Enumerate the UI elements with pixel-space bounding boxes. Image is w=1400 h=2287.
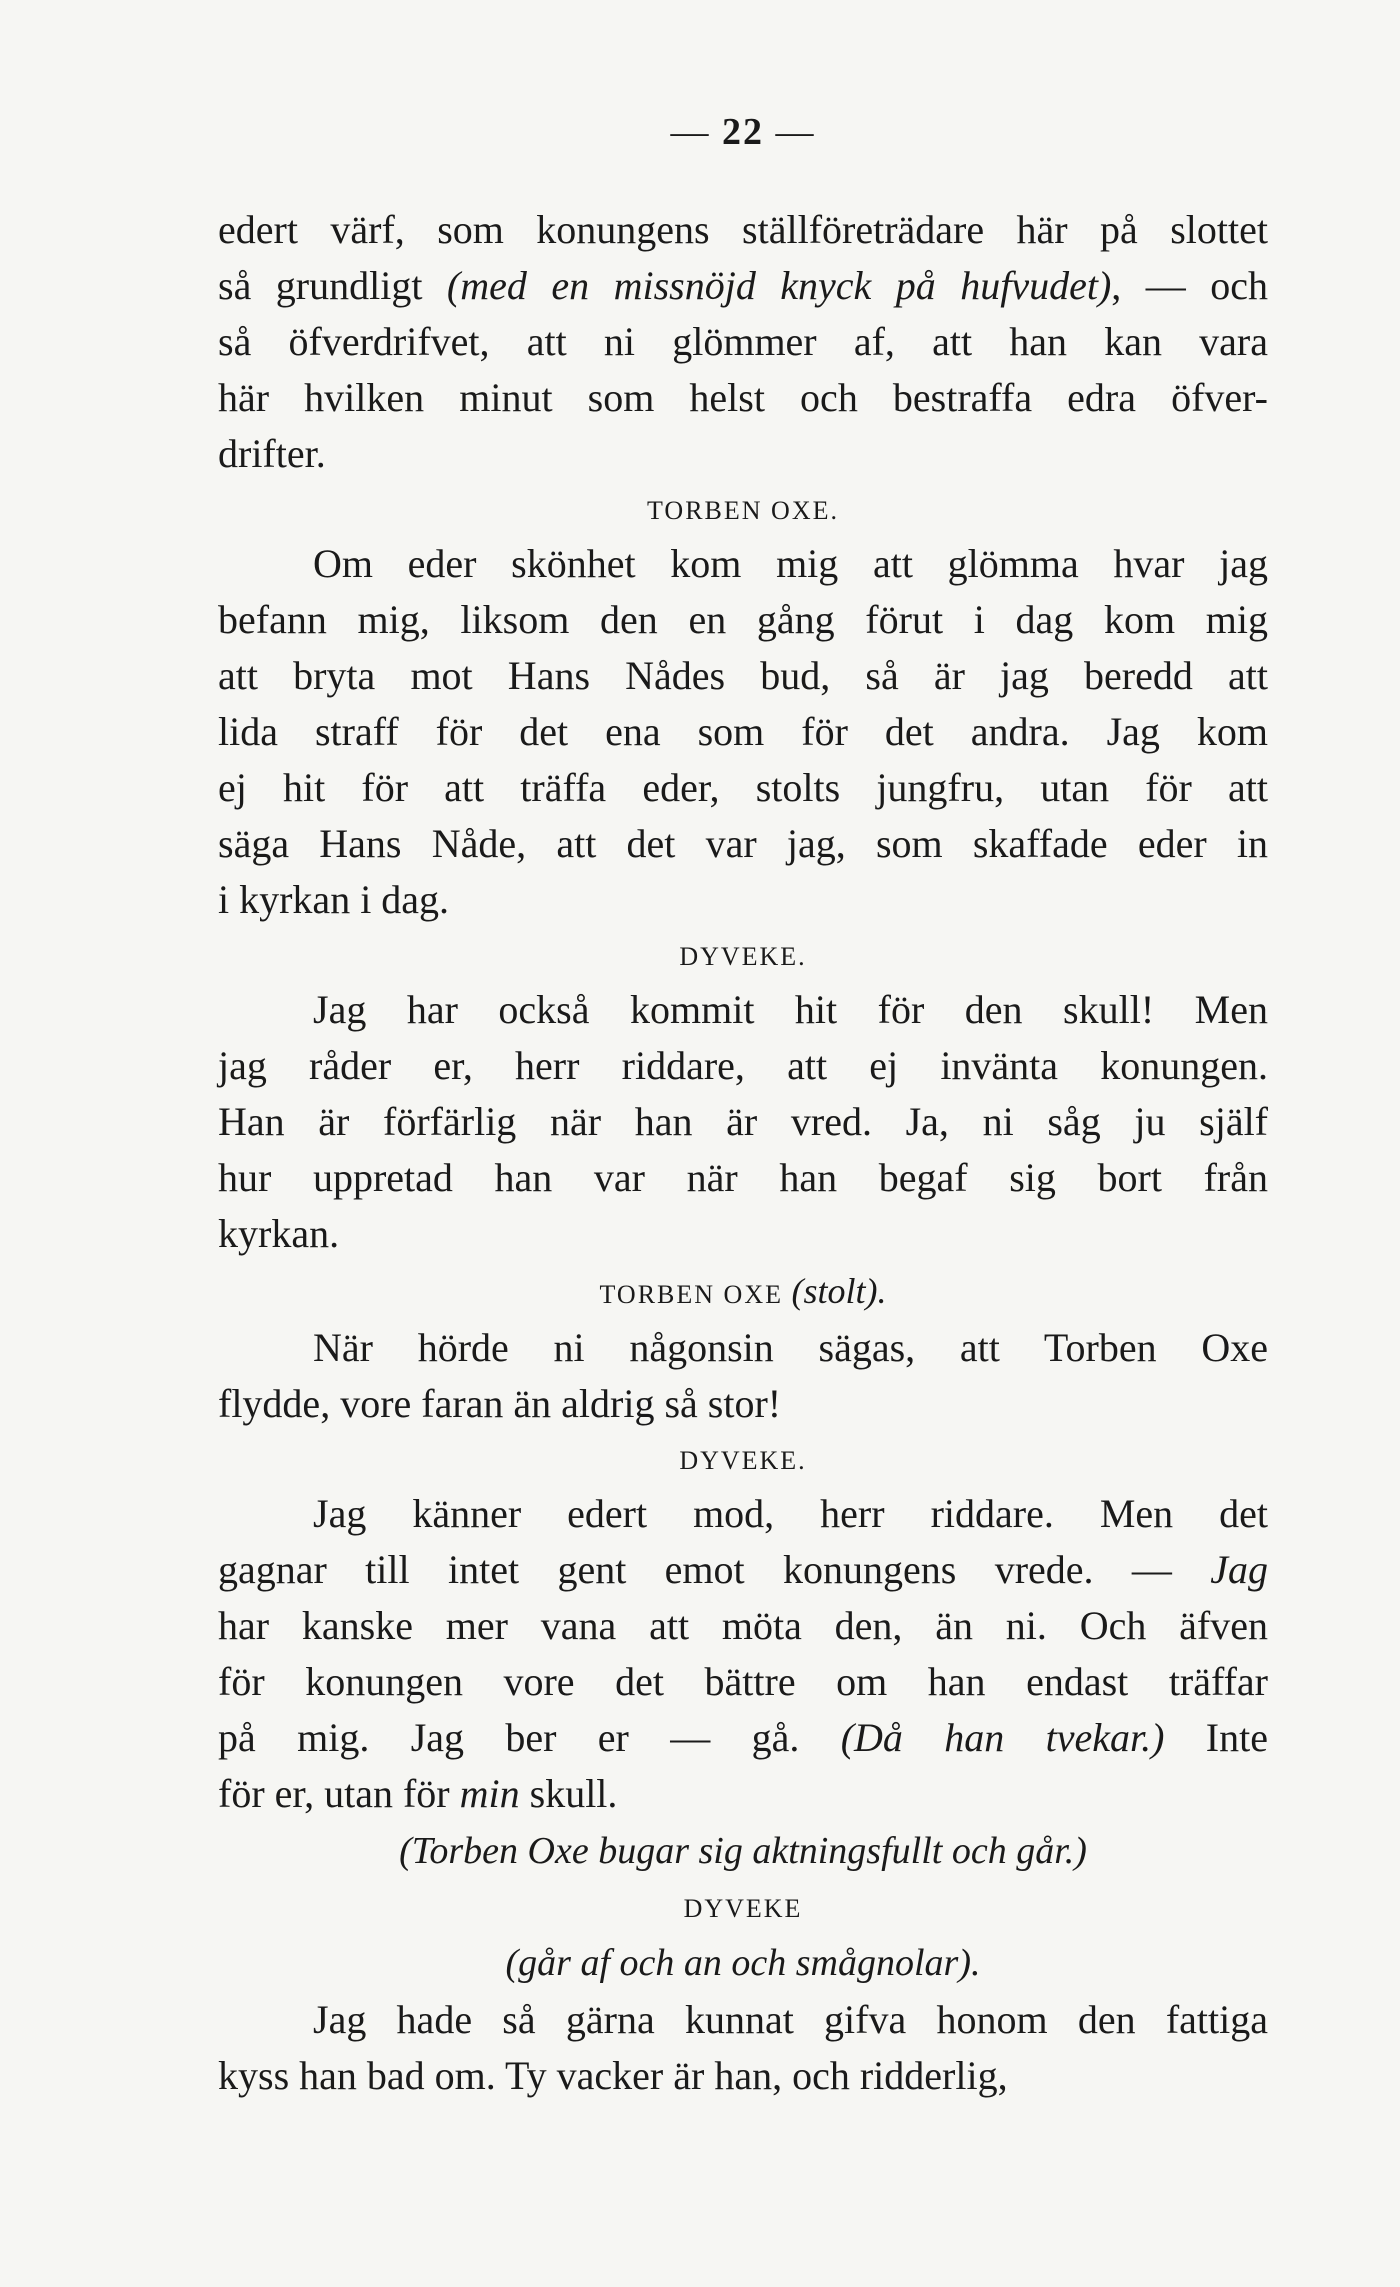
speaker-name: TORBEN OXE. (647, 496, 839, 525)
text-line: så öfverdrifvet, att ni glömmer af, att han kan vara (218, 319, 1268, 364)
text-line: för er, utan för min skull. (218, 1771, 618, 1816)
text-line: säga Hans Nåde, att det var jag, som skaffade eder in (218, 821, 1268, 866)
speaker-heading (218, 1436, 1268, 1486)
text-line: gagnar till intet gent emot konungens vrede. — Jag (218, 1547, 1268, 1592)
text-line: edert värf, som konungens ställföreträdare här på slottet (218, 207, 1268, 252)
speaker-heading (218, 1266, 1268, 1320)
text-line: att bryta mot Hans Nådes bud, så är jag beredd att (218, 653, 1268, 698)
page-content (218, 202, 1268, 2104)
stage-direction: (går af och an och smågnolar). (505, 1942, 981, 1984)
text-line: Om eder skönhet kom mig att glömma hvar jag (313, 541, 1268, 586)
text-line: flydde, vore faran än aldrig så stor! (218, 1381, 782, 1426)
text-line: för konungen vore det bättre om han endast träffar (218, 1659, 1268, 1704)
text-line: lida straff för det ena som för det andra. Jag kom (218, 709, 1268, 754)
text-line: Han är förfärlig när han är vred. Ja, ni såg ju själf (218, 1099, 1268, 1144)
text-line: här hvilken minut som helst och bestraffa edra öfver- (218, 375, 1268, 420)
text-line: ej hit för att träffa eder, stolts jungfru, utan för att (218, 765, 1268, 810)
stage-direction: (stolt). (791, 1271, 887, 1311)
speaker-name: DYVEKE (683, 1894, 803, 1923)
text-line: i kyrkan i dag. (218, 877, 450, 922)
speaker-heading (218, 1884, 1268, 1934)
text-line: Jag hade så gärna kunnat gifva honom den fattiga (313, 1997, 1268, 2042)
text-line: hur uppretad han var när han begaf sig bort från (218, 1155, 1268, 1200)
speaker-heading (218, 932, 1268, 982)
text-line: har kanske mer vana att möta den, än ni. Och äfven (218, 1603, 1268, 1648)
text-line: befann mig, liksom den en gång förut i dag kom mig (218, 597, 1268, 642)
speaker-heading (218, 486, 1268, 536)
text-line: Jag känner edert mod, herr riddare. Men det (313, 1491, 1268, 1536)
text-line: på mig. Jag ber er — gå. (Då han tvekar.) Inte (218, 1715, 1268, 1760)
stage-direction: (Torben Oxe bugar sig aktningsfullt och går.) (399, 1830, 1087, 1872)
text-line: jag råder er, herr riddare, att ej invänta konungen. (218, 1043, 1268, 1088)
page-number-value: 22 (722, 111, 764, 153)
text-line: kyss han bad om. Ty vacker är han, och ridderlig, (218, 2053, 1008, 2098)
page-number: — 22 — (670, 111, 816, 153)
speaker-name: DYVEKE. (679, 1446, 807, 1475)
text-line: drifter. (218, 431, 326, 476)
text-line: När hörde ni någonsin sägas, att Torben Oxe (313, 1325, 1268, 1370)
text-line: så grundligt (med en missnöjd knyck på hufvudet), — och (218, 263, 1268, 308)
book-page (218, 110, 1268, 2104)
speaker-name: DYVEKE. (679, 942, 807, 971)
speaker-name: TORBEN OXE (599, 1280, 783, 1309)
text-line: Jag har också kommit hit för den skull! Men (313, 987, 1268, 1032)
text-line: kyrkan. (218, 1211, 340, 1256)
